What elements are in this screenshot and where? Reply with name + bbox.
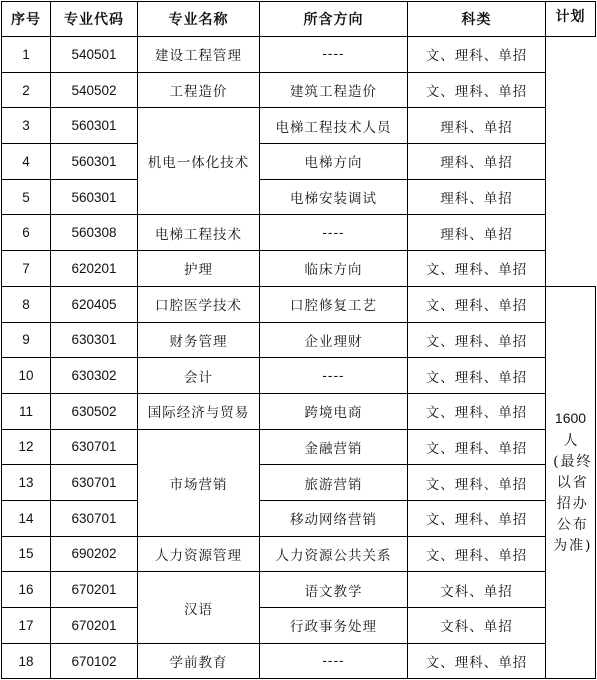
cell-seq: 7 — [2, 251, 51, 287]
cell-code: 630302 — [51, 358, 138, 394]
cell-seq: 16 — [2, 572, 51, 608]
cell-code: 630301 — [51, 322, 138, 358]
cell-code: 690202 — [51, 536, 138, 572]
cell-name: 口腔医学技术 — [138, 286, 260, 322]
cell-seq: 6 — [2, 215, 51, 251]
cell-name: 护理 — [138, 251, 260, 287]
table-row — [2, 179, 596, 215]
cell-subject: 文、理科、单招 — [408, 536, 546, 572]
cell-direction: 电梯工程技术人员 — [260, 108, 408, 144]
table-row — [2, 536, 596, 572]
table-row — [2, 393, 596, 429]
cell-subject: 文、理科、单招 — [408, 37, 546, 73]
table-row — [2, 251, 596, 287]
cell-code: 630701 — [51, 465, 138, 501]
cell-direction: 跨境电商 — [260, 393, 408, 429]
table-row — [2, 72, 596, 108]
cell-code: 620405 — [51, 286, 138, 322]
table-row — [2, 358, 596, 394]
cell-direction: 电梯方向 — [260, 144, 408, 180]
table-row — [2, 37, 596, 73]
cell-code: 630502 — [51, 393, 138, 429]
cell-seq: 5 — [2, 179, 51, 215]
cell-direction: 临床方向 — [260, 251, 408, 287]
cell-direction: ---- — [260, 358, 408, 394]
cell-code: 630701 — [51, 429, 138, 465]
cell-subject: 文、理科、单招 — [408, 286, 546, 322]
cell-seq: 1 — [2, 37, 51, 73]
table-row — [2, 608, 596, 644]
cell-subject: 文、理科、单招 — [408, 465, 546, 501]
cell-subject: 文、理科、单招 — [408, 322, 546, 358]
cell-code: 620201 — [51, 251, 138, 287]
cell-subject: 文、理科、单招 — [408, 72, 546, 108]
cell-direction: 旅游营销 — [260, 465, 408, 501]
cell-subject: 文、理科、单招 — [408, 393, 546, 429]
cell-seq: 18 — [2, 643, 51, 679]
cell-direction: ---- — [260, 37, 408, 73]
cell-subject: 文、理科、单招 — [408, 500, 546, 536]
cell-direction: 建筑工程造价 — [260, 72, 408, 108]
cell-subject: 理科、单招 — [408, 144, 546, 180]
cell-name: 财务管理 — [138, 322, 260, 358]
cell-name: 工程造价 — [138, 72, 260, 108]
cell-direction: 人力资源公共关系 — [260, 536, 408, 572]
cell-seq: 3 — [2, 108, 51, 144]
plan-cell — [546, 286, 596, 679]
cell-direction: 口腔修复工艺 — [260, 286, 408, 322]
cell-subject: 文科、单招 — [408, 608, 546, 644]
plan-note: (最终以省招办公布为准) — [553, 454, 593, 555]
cell-subject: 理科、单招 — [408, 179, 546, 215]
cell-subject: 文、理科、单招 — [408, 251, 546, 287]
cell-code: 540502 — [51, 72, 138, 108]
cell-seq: 9 — [2, 322, 51, 358]
cell-direction: ---- — [260, 643, 408, 679]
cell-seq: 14 — [2, 500, 51, 536]
cell-code: 560301 — [51, 179, 138, 215]
cell-subject: 理科、单招 — [408, 108, 546, 144]
table-row — [2, 215, 596, 251]
table-row — [2, 429, 596, 465]
plan-amount: 1600 人 — [554, 410, 587, 449]
cell-code: 540501 — [51, 37, 138, 73]
cell-subject: 文、理科、单招 — [408, 643, 546, 679]
header-direction: 所含方向 — [260, 2, 408, 37]
cell-subject: 文、理科、单招 — [408, 358, 546, 394]
header-name: 专业名称 — [138, 2, 260, 37]
cell-direction: ---- — [260, 215, 408, 251]
cell-seq: 8 — [2, 286, 51, 322]
header-code: 专业代码 — [51, 2, 138, 37]
cell-seq: 13 — [2, 465, 51, 501]
cell-code: 560301 — [51, 108, 138, 144]
table-row — [2, 322, 596, 358]
table-row — [2, 465, 596, 501]
cell-code: 560301 — [51, 144, 138, 180]
cell-direction: 金融营销 — [260, 429, 408, 465]
cell-seq: 2 — [2, 72, 51, 108]
table-row — [2, 500, 596, 536]
cell-name: 人力资源管理 — [138, 536, 260, 572]
header-row — [2, 2, 596, 37]
header-seq: 序号 — [2, 2, 51, 37]
cell-name: 学前教育 — [138, 643, 260, 679]
table-row — [2, 643, 596, 679]
cell-name: 汉语 — [138, 572, 260, 643]
cell-direction: 移动网络营销 — [260, 500, 408, 536]
cell-subject: 理科、单招 — [408, 215, 546, 251]
cell-subject: 文科、单招 — [408, 572, 546, 608]
cell-seq: 4 — [2, 144, 51, 180]
header-subject: 科类 — [408, 2, 546, 37]
cell-seq: 15 — [2, 536, 51, 572]
cell-name: 建设工程管理 — [138, 37, 260, 73]
cell-code: 670201 — [51, 608, 138, 644]
enrollment-plan-table — [1, 1, 596, 679]
cell-subject: 文、理科、单招 — [408, 429, 546, 465]
cell-seq: 17 — [2, 608, 51, 644]
cell-direction: 行政事务处理 — [260, 608, 408, 644]
cell-code: 630701 — [51, 500, 138, 536]
header-plan: 计划 — [546, 2, 596, 37]
cell-seq: 11 — [2, 393, 51, 429]
table-row — [2, 572, 596, 608]
cell-name: 国际经济与贸易 — [138, 393, 260, 429]
cell-code: 560308 — [51, 215, 138, 251]
table-row — [2, 286, 596, 322]
cell-seq: 12 — [2, 429, 51, 465]
cell-name: 电梯工程技术 — [138, 215, 260, 251]
cell-name: 会计 — [138, 358, 260, 394]
table-row — [2, 108, 596, 144]
cell-name: 机电一体化技术 — [138, 108, 260, 215]
cell-direction: 语文教学 — [260, 572, 408, 608]
table-row — [2, 144, 596, 180]
cell-code: 670102 — [51, 643, 138, 679]
cell-name: 市场营销 — [138, 429, 260, 536]
cell-code: 670201 — [51, 572, 138, 608]
cell-seq: 10 — [2, 358, 51, 394]
cell-direction: 电梯安装调试 — [260, 179, 408, 215]
cell-direction: 企业理财 — [260, 322, 408, 358]
